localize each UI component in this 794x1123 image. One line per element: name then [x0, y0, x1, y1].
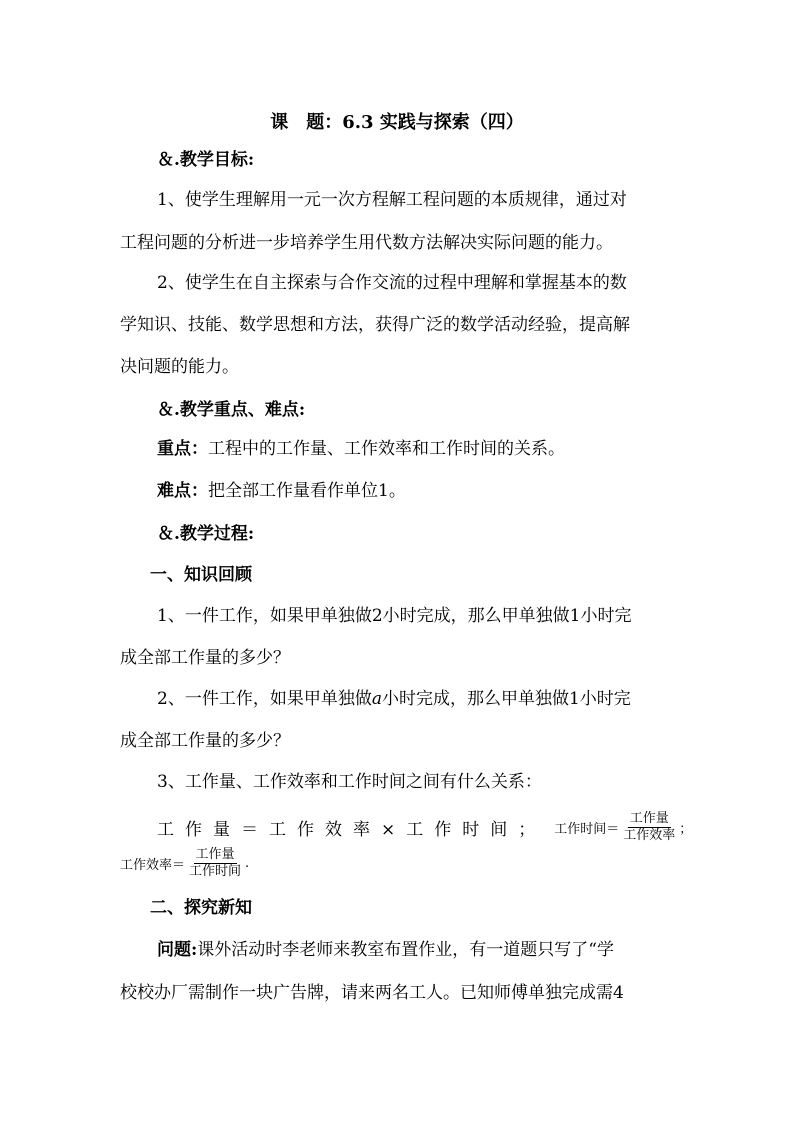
section-explore-heading: 二、探究新知 [150, 898, 252, 918]
formula-time-label: 工作时间＝ [554, 822, 620, 838]
difficult-point-row [157, 483, 406, 500]
key-points-heading: ＆.教学重点、难点: [157, 400, 306, 420]
page-title: 课 题：6.3 实践与探索（四） [270, 112, 524, 133]
problem-label: 问题: [157, 940, 198, 960]
formula-eff-end: . [245, 856, 250, 872]
key-point-text: 工程中的工作量、工作效率和工作时间的关系。 [208, 439, 565, 459]
question-1-line-2: 成全部工作量的多少？ [120, 648, 290, 668]
objectives-heading: ＆.教学目标: [157, 150, 255, 170]
key-point-label: 重点： [157, 439, 208, 459]
difficult-point-text: 把全部工作量看作单位1。 [208, 481, 406, 501]
question-2-prefix: 2、一件工作，如果甲单独做 [157, 689, 372, 709]
question-2-line-2: 成全部工作量的多少？ [120, 731, 290, 751]
section-review-heading: 一、知识回顾 [150, 565, 252, 585]
process-heading: ＆.教学过程: [157, 524, 255, 544]
objective-1-line-1: 1、使学生理解用一元一次方程解工程问题的本质规律，通过对 [157, 190, 627, 210]
objective-2-line-1: 2、使学生在自主探索与合作交流的过程中理解和掌握基本的数 [157, 273, 627, 293]
formula-eff-numerator: 工作量 [194, 848, 237, 864]
formula-time-end: ； [679, 822, 693, 838]
question-2-line-1 [157, 691, 631, 708]
formula-row-2 [120, 848, 249, 880]
objective-2-line-3: 决问题的能力。 [120, 357, 239, 377]
objective-2-line-2: 学知识、技能、数学思想和方法，获得广泛的数学活动经验，提高解 [120, 315, 630, 335]
formula-eff-fraction [187, 848, 243, 880]
objective-1-line-2: 工程问题的分析进一步培养学生用代数方法解决实际问题的能力。 [120, 233, 613, 253]
problem-line-2: 校校办厂需制作一块广告牌，请来两名工人。已知师傅单独完成需4 [120, 983, 624, 1003]
question-2-variable: a [371, 689, 382, 709]
formula-time-denominator: 工作效率 [623, 828, 676, 844]
formula-time-fraction [621, 812, 677, 844]
question-3: 3、工作量、工作效率和工作时间之间有什么关系： [157, 772, 542, 792]
problem-text-1: 课外活动时李老师来教室布置作业，有一道题只写了“学 [197, 940, 614, 960]
question-1-line-1: 1、一件工作，如果甲单独做2小时完成，那么甲单独做1小时完 [157, 606, 632, 626]
key-point-row [157, 441, 565, 458]
difficult-point-label: 难点： [157, 481, 208, 501]
question-2-suffix: 小时完成，那么甲单独做1小时完 [381, 689, 631, 709]
problem-line-1 [157, 942, 614, 959]
formula-time-numerator: 工作量 [628, 812, 671, 828]
formula-main: 工作量＝工作效率×工作时间； [157, 820, 547, 841]
formula-eff-label: 工作效率＝ [120, 858, 186, 874]
formula-eff-denominator: 工作时间 [189, 864, 242, 880]
formula-row-1 [157, 812, 692, 844]
